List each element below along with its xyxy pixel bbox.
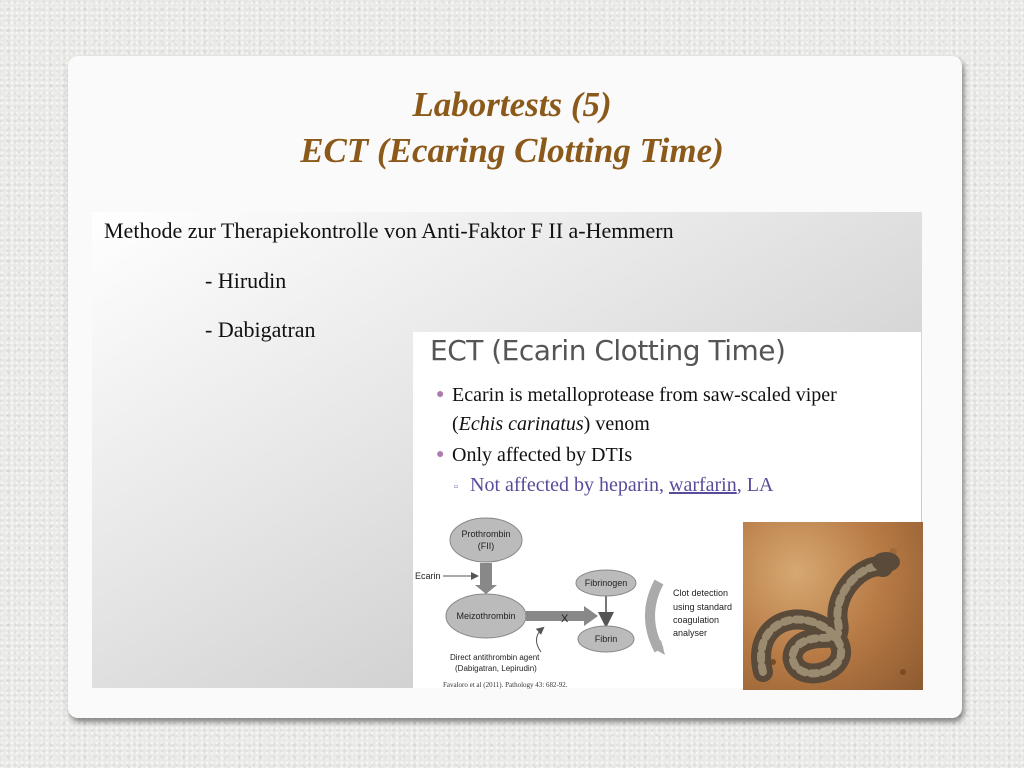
sub-bullet-suffix: , LA xyxy=(736,474,774,496)
block-x-mark: X xyxy=(561,613,569,625)
sub-bullet-prefix: Not affected by heparin, xyxy=(470,474,669,496)
text-line-2: - Hirudin xyxy=(205,268,287,293)
clot-label-4: analyser xyxy=(673,628,708,638)
title-line-2: ECT (Ecaring Clotting Time) xyxy=(300,131,724,170)
bullet-1-rest: ) venom xyxy=(583,413,650,435)
clot-label-2: using standard xyxy=(673,602,733,612)
clot-label-3: coagulation xyxy=(673,615,720,625)
bullet-1-text: Ecarin is metalloprotease from saw-scaled viper xyxy=(452,384,837,406)
figure-bullet-1 xyxy=(436,384,837,407)
fibrin-label: Fibrin xyxy=(594,634,618,644)
figure-bullet-2 xyxy=(436,444,633,467)
clot-label-1: Clot detection xyxy=(673,588,729,598)
dti-label-2: (Dabigatran, Lepirudin) xyxy=(455,664,537,673)
square-bullet-icon: ▫ xyxy=(454,481,458,493)
figure-sub-bullet xyxy=(454,474,774,497)
figure-citation: Favaloro et al (2011). Pathology 43: 682-92. xyxy=(443,681,568,689)
prothrombin-node xyxy=(450,518,522,562)
bullet-2-text: Only affected by DTIs xyxy=(452,444,633,466)
snake-icon xyxy=(743,522,923,690)
coagulation-diagram xyxy=(413,512,743,682)
dti-label-1: Direct antithrombin agent xyxy=(450,653,540,662)
prothrombin-label: Prothrombin xyxy=(461,529,511,539)
down-arrow xyxy=(480,563,492,587)
text-line-1: Methode zur Therapiekontrolle von Anti-Faktor F II a-Hemmern xyxy=(104,218,674,243)
meizothrombin-label: Meizothrombin xyxy=(456,611,516,621)
figure-title: ECT (Ecarin Clotting Time) xyxy=(430,334,786,367)
bullet-dot-icon: ● xyxy=(436,447,445,462)
curved-arrow xyxy=(650,582,659,650)
viper-photo xyxy=(743,522,923,690)
slide-title xyxy=(0,82,1024,174)
ecarin-label: Ecarin xyxy=(415,571,441,581)
text-line-3: - Dabigatran xyxy=(205,317,316,342)
bullet-dot-icon: ● xyxy=(436,387,445,402)
bullet-1-species: Echis carinatus xyxy=(458,413,584,435)
dti-arrow xyxy=(536,628,543,652)
figure-bullet-1-cont xyxy=(452,413,650,436)
fii-label: (FII) xyxy=(477,541,495,551)
horizontal-arrow xyxy=(526,611,586,621)
bullet-1-paren: ( xyxy=(452,413,459,435)
fibrinogen-label: Fibrinogen xyxy=(584,578,628,588)
title-line-1: Labortests (5) xyxy=(412,85,612,124)
warfarin-link[interactable]: warfarin xyxy=(669,474,737,496)
